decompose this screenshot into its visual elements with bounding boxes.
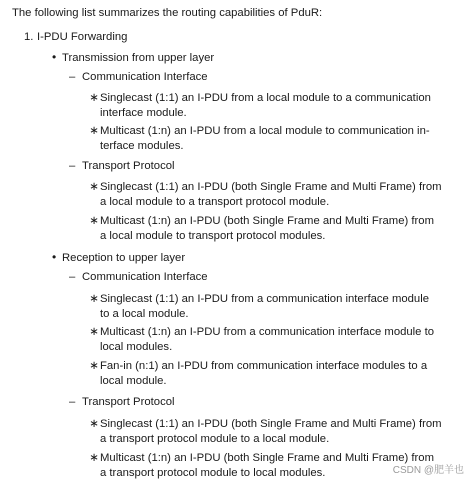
bullet-label: Reception to upper layer [62, 252, 186, 264]
dash-icon: – [69, 396, 76, 408]
asterisk-icon: ∗ [89, 326, 99, 338]
watermark: CSDN @肥羊也 [392, 464, 464, 476]
item-line-2: to a local module. [100, 307, 189, 320]
item-line-1: Multicast (1:n) an I-PDU (both Single Frame and Multi Frame) from [100, 215, 434, 227]
asterisk-icon: ∗ [89, 360, 99, 372]
asterisk-icon: ∗ [89, 293, 99, 305]
dash-icon: – [69, 71, 76, 83]
list-number: 1. [24, 31, 34, 43]
subitem-label: Transport Protocol [82, 160, 175, 172]
asterisk-icon: ∗ [89, 181, 99, 193]
item-line-2: a transport protocol module to local modules. [100, 466, 326, 479]
list-item [88, 180, 448, 209]
list-item-label: I-PDU Forwarding [37, 31, 128, 43]
asterisk-icon: ∗ [89, 418, 99, 430]
bullet-reception [52, 250, 185, 266]
item-line-1: Fan-in (n:1) an I-PDU from communication interface modules to a [100, 360, 428, 372]
item-line-2: local module. [100, 374, 167, 387]
list-item [88, 359, 448, 388]
item-line-2: terface modules. [100, 139, 184, 152]
list-item-ipdu-forwarding [24, 30, 127, 45]
subitem-label: Communication Interface [82, 271, 208, 283]
item-line-1: Singlecast (1:1) an I-PDU from a communication interface module [100, 293, 430, 305]
list-item [88, 91, 448, 120]
subitem-rx-transport-protocol [69, 395, 175, 410]
item-line-1: Multicast (1:n) an I-PDU from a local module to communication in- [100, 125, 430, 137]
list-item [88, 214, 448, 243]
subitem-tx-transport-protocol [69, 159, 175, 174]
subitem-rx-communication-interface [69, 270, 208, 285]
list-item [88, 292, 448, 321]
bullet-icon: • [52, 50, 57, 64]
bullet-transmission [52, 50, 214, 66]
asterisk-icon: ∗ [89, 125, 99, 137]
dash-icon: – [69, 271, 76, 283]
item-line-1: Singlecast (1:1) an I-PDU (both Single Frame and Multi Frame) from [100, 181, 442, 193]
item-line-2: a local module to a transport protocol module. [100, 195, 330, 208]
item-line-1: Multicast (1:n) an I-PDU from a communication interface module to [100, 326, 435, 338]
asterisk-icon: ∗ [89, 215, 99, 227]
dash-icon: – [69, 160, 76, 172]
list-item [88, 417, 448, 446]
item-line-2: a local module to transport protocol modules. [100, 229, 326, 242]
item-line-2: local modules. [100, 340, 173, 353]
bullet-label: Transmission from upper layer [62, 52, 215, 64]
subitem-tx-communication-interface [69, 70, 208, 85]
bullet-icon: • [52, 250, 57, 264]
item-line-1: Singlecast (1:1) an I-PDU (both Single Frame and Multi Frame) from [100, 418, 442, 430]
list-item [88, 325, 448, 354]
subitem-label: Transport Protocol [82, 396, 175, 408]
subitem-label: Communication Interface [82, 71, 208, 83]
asterisk-icon: ∗ [89, 452, 99, 464]
list-item [88, 124, 448, 153]
asterisk-icon: ∗ [89, 92, 99, 104]
intro-text: The following list summarizes the routing capabilities of PduR: [12, 7, 323, 19]
item-line-1: Multicast (1:n) an I-PDU (both Single Frame and Multi Frame) from [100, 452, 434, 464]
item-line-2: interface module. [100, 106, 187, 119]
item-line-1: Singlecast (1:1) an I-PDU from a local module to a communication [100, 92, 431, 104]
item-line-2: a transport protocol module to a local module. [100, 432, 330, 445]
